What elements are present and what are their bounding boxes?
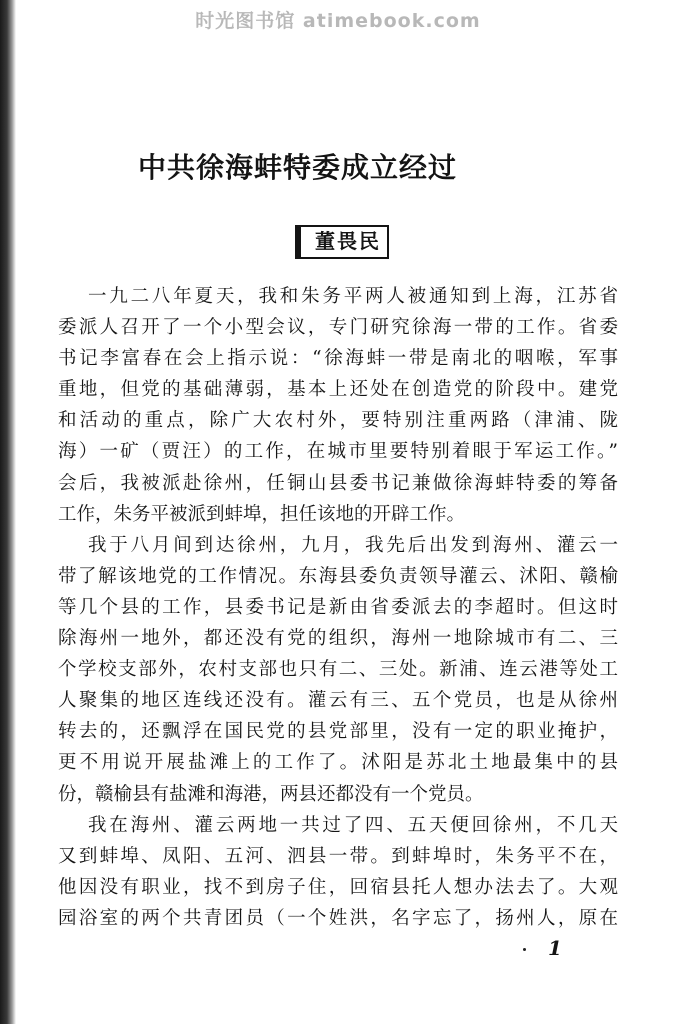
text-line: 会后，我被派赴徐州，任铜山县委书记兼做徐海蚌特委的筹备 (58, 472, 618, 494)
text-line: 等几个县的工作，县委书记是新由省委派去的李超时。但这时 (58, 596, 618, 618)
page-number: 1 (548, 936, 562, 960)
print-speck (523, 948, 526, 951)
text-line: 书记李富春在会上指示说：“徐海蚌一带是南北的咽喉，军事 (58, 348, 618, 370)
text-line: 我在海州、灌云两地一共过了四、五天便回徐州，不几天 (88, 814, 618, 836)
text-line: 园浴室的两个共青团员（一个姓洪，名字忘了，扬州人，原在 (58, 907, 618, 929)
text-line: 和活动的重点，除广大农村外，要特别注重两路（津浦、陇 (58, 410, 618, 432)
text-line: 我于八月间到达徐州，九月，我先后出发到海州、灌云一 (88, 534, 618, 556)
text-line: 又到蚌埠、凤阳、五河、泗县一带。到蚌埠时，朱务平不在， (58, 845, 618, 867)
text-line: 更不用说开展盐滩上的工作了。沭阳是苏北土地最集中的县 (58, 752, 618, 774)
text-line: 带了解该地党的工作情况。东海县委负责领导灌云、沭阳、赣榆 (58, 565, 618, 587)
site-watermark: 时光图书馆 atimebook.com (195, 10, 481, 32)
text-line: 工作，朱务平被派到蚌埠，担任该地的开辟工作。 (58, 503, 466, 525)
author-name-box: 董畏民 (295, 225, 389, 259)
text-line: 除海州一地外，都还没有党的组织，海州一地除城市有二、三 (58, 628, 618, 650)
text-line: 委派人召开了一个小型会议，专门研究徐海一带的工作。省委 (58, 317, 618, 339)
text-line: 海）一矿（贾汪）的工作，在城市里要特别着眼于军运工作。” (58, 441, 618, 463)
paragraph-2 (58, 530, 618, 810)
text-line: 一九二八年夏天，我和朱务平两人被通知到上海，江苏省 (88, 286, 618, 307)
paragraph-1 (58, 281, 618, 530)
text-line: 他因没有职业，找不到房子住，回宿县托人想办法去了。大观 (58, 876, 618, 898)
text-line: 个学校支部外，农村支部也只有二、三处。新浦、连云港等处工 (58, 659, 618, 681)
text-line: 转去的，还飘浮在国民党的县党部里，没有一定的职业掩护， (58, 721, 618, 743)
article-body (58, 281, 618, 934)
article-title: 中共徐海蚌特委成立经过 (138, 151, 458, 184)
page-binding-shadow (0, 0, 16, 1024)
text-line: 份，赣榆县有盐滩和海港，两县还都没有一个党员。 (58, 783, 484, 805)
paragraph-3 (58, 810, 618, 934)
text-line: 人聚集的地区连线还没有。灌云有三、五个党员，也是从徐州 (58, 690, 618, 712)
text-line: 重地，但党的基础薄弱，基本上还处在创造党的阶段中。建党 (58, 379, 618, 401)
